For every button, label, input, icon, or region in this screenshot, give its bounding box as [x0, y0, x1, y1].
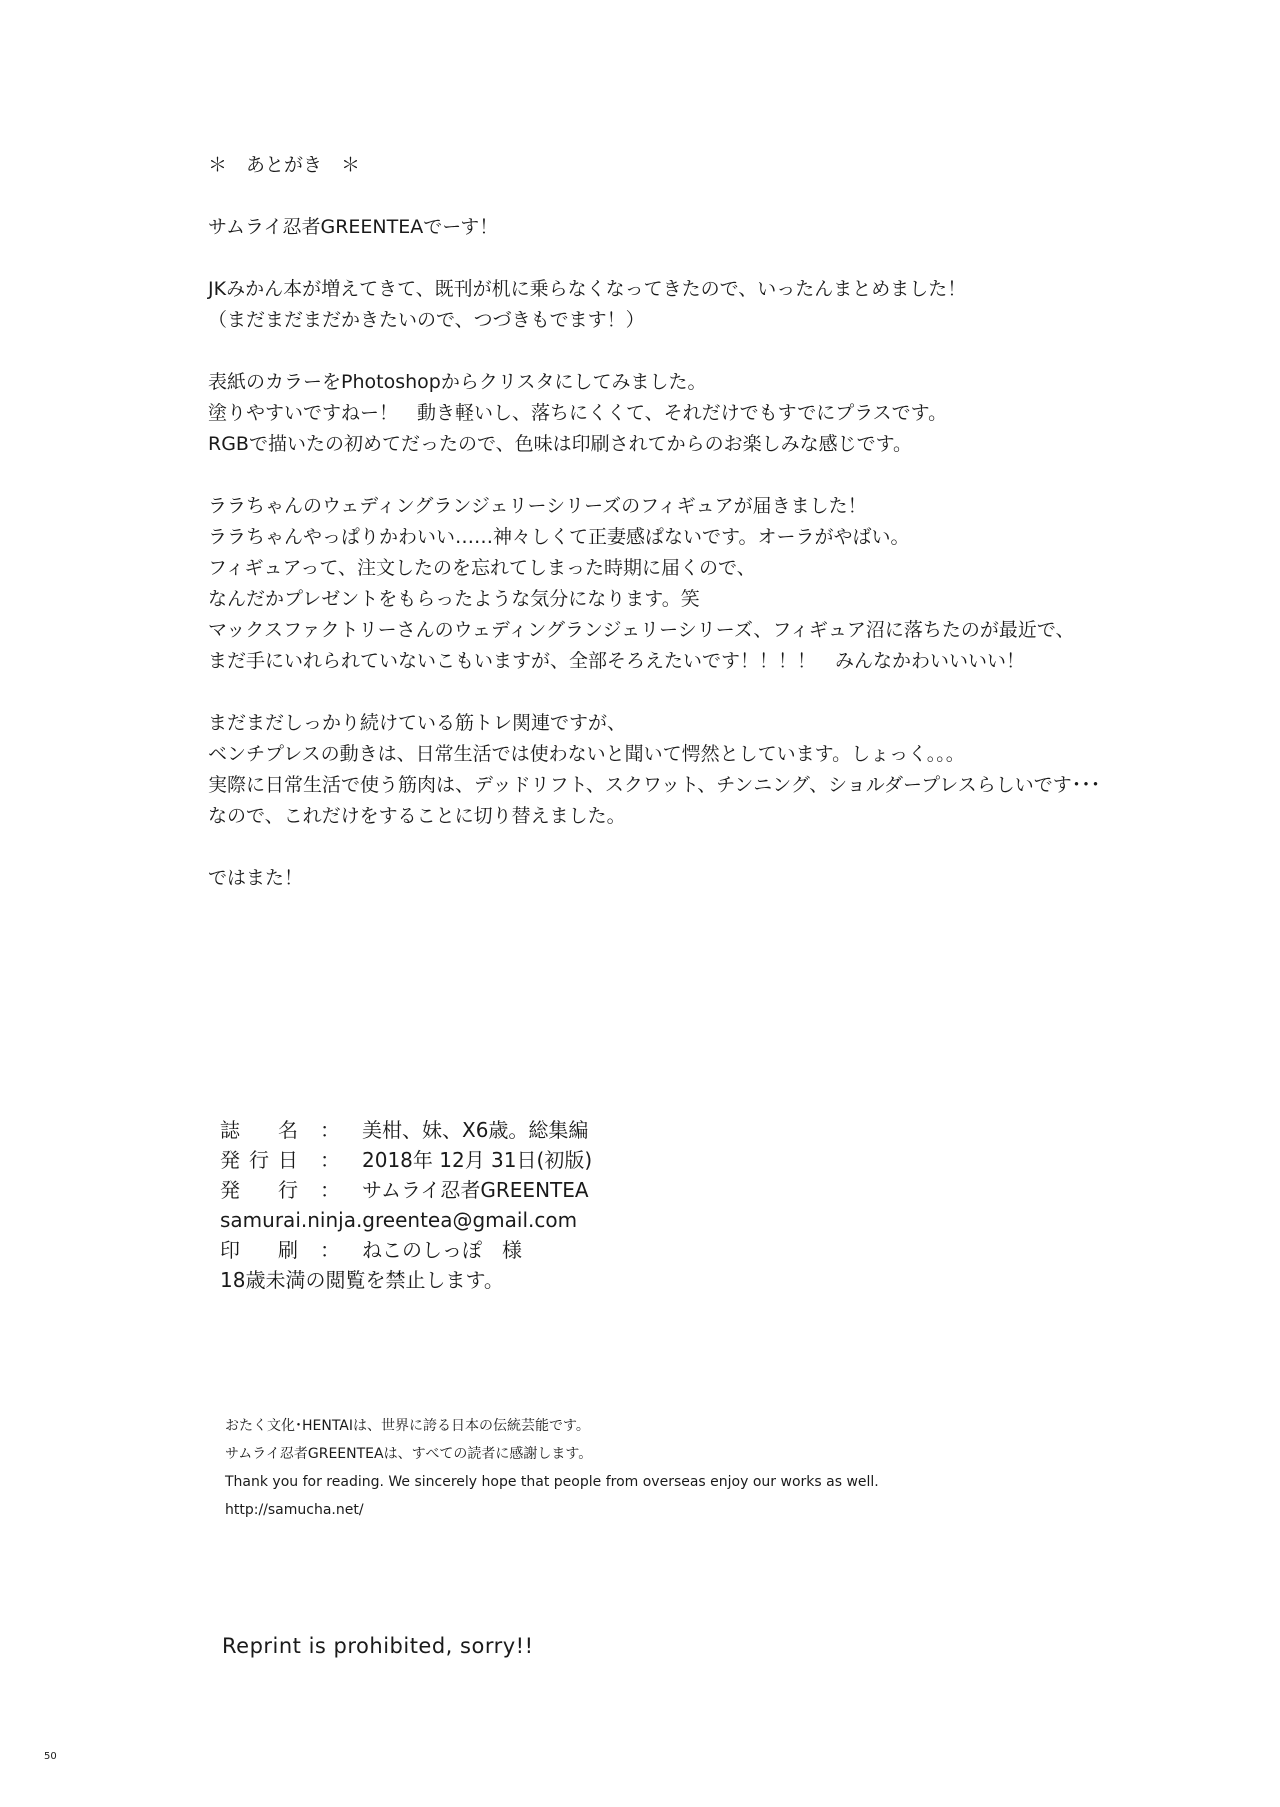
afterword-line: 実際に日常生活で使う筋肉は、デッドリフト、スクワット、チンニング、ショルダープレスらしいです･･･	[208, 774, 1101, 796]
afterword-line: ララちゃんやっぱりかわいい……神々しくて正妻感ぱないです。オーラがやばい。	[208, 526, 910, 548]
colophon-printer-row	[220, 1235, 592, 1265]
afterword-line: ではまた！	[208, 867, 304, 889]
colophon-date-row	[220, 1145, 592, 1175]
afterword-line: ララちゃんのウェディングランジェリーシリーズのフィギュアが届きました！	[208, 495, 867, 517]
afterword-paragraph	[208, 491, 1208, 677]
afterword-heading: ＊ あとがき ＊	[208, 154, 361, 176]
reprint-notice: Reprint is prohibited, sorry!!	[222, 1634, 534, 1658]
colophon-email-row	[220, 1205, 592, 1235]
colophon-publisher-row	[220, 1175, 592, 1205]
colophon-date-label: 発行日	[220, 1148, 298, 1172]
afterword-paragraph	[208, 274, 1208, 336]
afterword-line: 塗りやすいですねー！ 動き軽いし、落ちにくくて、それだけでもすでにプラスです。	[208, 402, 948, 424]
afterword-line: マックスファクトリーさんのウェディングランジェリーシリーズ、フィギュア沼に落ちたのが最近で、	[208, 619, 1075, 641]
colophon-email: samurai.ninja.greentea@gmail.com	[220, 1208, 578, 1232]
colophon-title-label: 誌 名	[220, 1118, 298, 1142]
afterword-line: まだ手にいれられていないこもいますが、全部そろえたいです！！！！ みんなかわいいいい！	[208, 650, 1026, 672]
thanks-block	[225, 1412, 879, 1524]
afterword-line: 表紙のカラーをPhotoshopからクリスタにしてみました。	[208, 371, 707, 393]
afterword-line: なんだかプレゼントをもらったような気分になります。笑	[208, 588, 700, 610]
colophon-colon: ：	[320, 1118, 340, 1142]
colophon-age-row	[220, 1265, 592, 1295]
afterword-paragraph	[208, 212, 1208, 243]
colophon-printer-label: 印 刷	[220, 1238, 298, 1262]
colophon-printer-value: ねこのしっぽ 様	[362, 1238, 522, 1262]
thanks-line: Thank you for reading. We sincerely hope that people from overseas enjoy our works as well.	[225, 1474, 879, 1490]
colophon-date-value: 2018年 12月 31日(初版)	[362, 1148, 593, 1172]
thanks-line: おたく文化･HENTAIは、世界に誇る日本の伝統芸能です。	[225, 1418, 590, 1434]
page-number: 50	[44, 1751, 57, 1762]
colophon-colon: ：	[320, 1148, 340, 1172]
afterword-paragraph	[208, 367, 1208, 460]
afterword-line: JKみかん本が増えてきて、既刊が机に乗らなくなってきたので、いったんまとめました！	[208, 278, 967, 300]
colophon-title-row	[220, 1115, 592, 1145]
afterword-line: （まだまだまだかきたいので、つづきもでます！）	[208, 309, 645, 331]
colophon	[220, 1115, 592, 1295]
thanks-line: サムライ忍者GREENTEAは、すべての読者に感謝します。	[225, 1446, 593, 1462]
website-url: http://samucha.net/	[225, 1502, 364, 1518]
afterword-paragraph	[208, 708, 1208, 832]
afterword-line: フィギュアって、注文したのを忘れてしまった時期に届くので、	[208, 557, 756, 579]
afterword-line: まだまだしっかり続けている筋トレ関連ですが、	[208, 712, 627, 734]
afterword-line: なので、これだけをすることに切り替えました。	[208, 805, 626, 827]
colophon-colon: ：	[320, 1238, 340, 1262]
afterword	[208, 150, 1208, 925]
colophon-age-notice: 18歳未満の閲覧を禁止します。	[220, 1268, 504, 1292]
colophon-publisher-label: 発 行	[220, 1178, 298, 1202]
afterword-line: サムライ忍者GREENTEAでーす！	[208, 216, 499, 238]
afterword-line: ベンチプレスの動きは、日常生活では使わないと聞いて愕然としています。しょっく。。。	[208, 743, 965, 765]
colophon-colon: ：	[320, 1178, 340, 1202]
afterword-line: RGBで描いたの初めてだったので、色味は印刷されてからのお楽しみな感じです。	[208, 433, 913, 455]
colophon-title-value: 美柑、妹、X6歳。総集編	[362, 1118, 589, 1142]
afterword-paragraph	[208, 863, 1208, 894]
colophon-publisher-value: サムライ忍者GREENTEA	[362, 1178, 589, 1202]
